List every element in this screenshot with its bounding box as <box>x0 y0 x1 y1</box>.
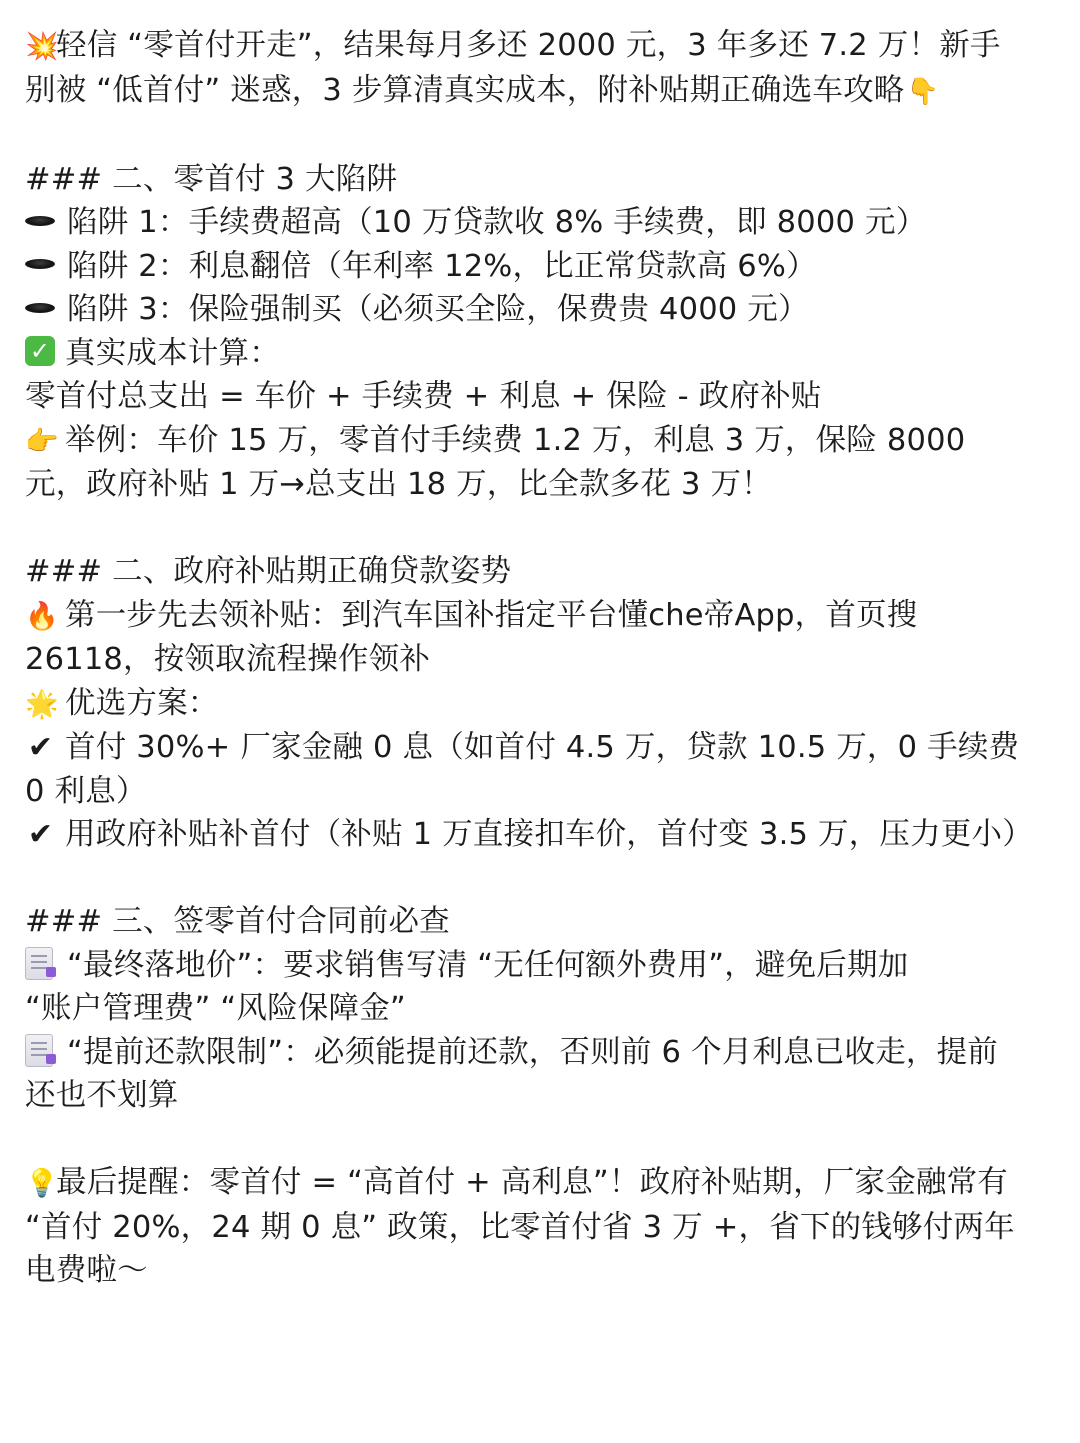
section-heading: ### 三、签零首付合同前必查 <box>25 904 450 939</box>
collision-icon: 💥 <box>25 31 59 62</box>
check-mark-icon: ✔ <box>27 817 54 852</box>
spacer <box>25 507 1052 551</box>
intro-paragraph <box>25 24 1052 114</box>
step-line-2: 26118，按领取流程操作领补 <box>25 642 431 677</box>
plan-title: 🌟 优选方案： <box>25 682 1052 727</box>
closing-line-3: 电费啦～ <box>25 1253 148 1288</box>
cost-title: ✓ 真实成本计算： <box>25 332 1052 376</box>
example-line-1: 👉 举例：车价 15 万，零首付手续费 1.2 万，利息 3 万，保险 8000 <box>25 419 1052 464</box>
section-heading: ### 二、零首付 3 大陷阱 <box>25 161 398 197</box>
light-bulb-icon: 💡 <box>25 1168 59 1199</box>
trap-item: 陷阱 1：手续费超高（10 万贷款收 8% 手续费，即 8000 元） <box>25 201 1052 245</box>
document-icon <box>25 1034 53 1067</box>
section-heading: ### 二、政府补贴期正确贷款姿势 <box>25 554 512 589</box>
cost-formula: 零首付总支出 = 车价 + 手续费 + 利息 + 保险 - 政府补贴 <box>25 379 822 414</box>
section-contract <box>25 900 1052 1118</box>
option-line-1: ✔ 首付 30%+ 厂家金融 0 息（如首付 4.5 万，贷款 10.5 万，0 手续费 <box>25 726 1052 770</box>
intro-line-2: 别被 “低首付” 迷惑，3 步算清真实成本，附补贴期正确选车攻略👇 <box>25 72 940 108</box>
intro-line-1: 💥轻信 “零首付开走”，结果每月多还 2000 元，3 年多还 7.2 万！新手 <box>25 24 1052 69</box>
point-down-icon: 👇 <box>906 76 940 107</box>
check-line-2: “账户管理费” “风险保障金” <box>25 991 406 1026</box>
check-mark-icon: ✔ <box>27 730 54 765</box>
hole-icon <box>25 259 55 269</box>
spacer <box>25 114 1052 158</box>
hole-icon <box>25 303 55 313</box>
section-traps <box>25 158 1052 507</box>
option-line-3: ✔ 用政府补贴补首付（补贴 1 万直接扣车价，首付变 3.5 万，压力更小） <box>25 813 1052 857</box>
point-right-icon: 👉 <box>25 425 59 457</box>
trap-item: 陷阱 2：利息翻倍（年利率 12%，比正常贷款高 6%） <box>25 245 1052 289</box>
check-line-3: “提前还款限制”：必须能提前还款，否则前 6 个月利息已收走，提前 <box>25 1031 1052 1075</box>
check-line-4: 还也不划算 <box>25 1078 179 1113</box>
spacer <box>25 1118 1052 1162</box>
hole-icon <box>25 216 55 226</box>
step-line-1: 🔥 第一步先去领补贴：到汽车国补指定平台懂che帝App，首页搜 <box>25 594 1052 639</box>
check-line-1: “最终落地价”：要求销售写清 “无任何额外费用”，避免后期加 <box>25 944 1052 988</box>
fire-icon: 🔥 <box>25 600 59 632</box>
document-icon <box>25 947 53 980</box>
closing-line-1: 💡最后提醒：零首付 = “高首付 + 高利息”！政府补贴期，厂家金融常有 <box>25 1161 1052 1206</box>
trap-item: 陷阱 3：保险强制买（必须买全险，保费贵 4000 元） <box>25 288 1052 332</box>
glowing-star-icon: 🌟 <box>25 688 59 720</box>
spacer <box>25 857 1052 901</box>
closing-line-2: “首付 20%，24 期 0 息” 政策，比零首付省 3 万 +，省下的钱够付两年 <box>25 1209 1015 1245</box>
closing-reminder <box>25 1161 1052 1293</box>
section-subsidy <box>25 550 1052 857</box>
option-line-2: 0 利息） <box>25 773 147 809</box>
green-check-icon: ✓ <box>25 336 55 366</box>
example-line-2: 元，政府补贴 1 万→总支出 18 万，比全款多花 3 万！ <box>25 467 772 502</box>
